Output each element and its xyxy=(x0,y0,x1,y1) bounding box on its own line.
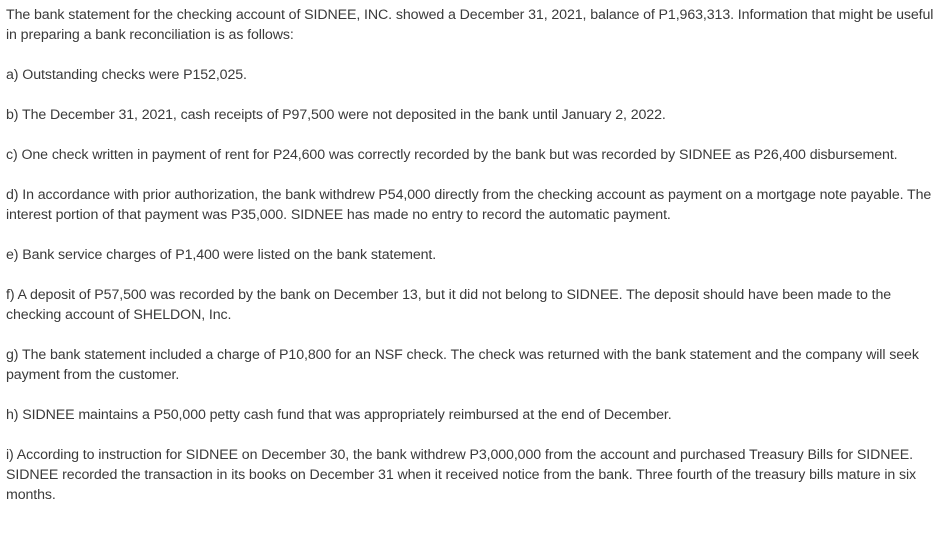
item-g: g) The bank statement included a charge of P10,800 for an NSF check. The check was returned with the bank statement and the company will seek payment from the customer. xyxy=(6,347,919,383)
item-a: a) Outstanding checks were P152,025. xyxy=(6,67,247,83)
item-d: d) In accordance with prior authorization, the bank withdrew P54,000 directly from the checking account as payment on a mortgage note payable. The interest portion of that payment was P35,000. SIDNEE has made no entry to record the automatic payment. xyxy=(6,187,932,223)
item-h: h) SIDNEE maintains a P50,000 petty cash fund that was appropriately reimbursed at the end of December. xyxy=(6,407,672,423)
intro-paragraph: The bank statement for the checking account of SIDNEE, INC. showed a December 31, 2021, balance of P1,963,313. Information that might be useful in preparing a bank reconciliation is as follows: xyxy=(6,7,934,43)
item-e: e) Bank service charges of P1,400 were listed on the bank statement. xyxy=(6,247,437,263)
item-f: f) A deposit of P57,500 was recorded by the bank on December 13, but it did not belong to SIDNEE. The deposit should have been made to the checking account of SHELDON, Inc. xyxy=(6,287,892,323)
item-i: i) According to instruction for SIDNEE on December 30, the bank withdrew P3,000,000 from the account and purchased Treasury Bills for SIDNEE. SIDNEE recorded the transaction in its books on December 31 when it received notice from the bank. Three fourth of the treasury bills mature in six months. xyxy=(6,447,917,503)
item-c: c) One check written in payment of rent for P24,600 was correctly recorded by the bank but was recorded by SIDNEE as P26,400 disbursement. xyxy=(6,147,898,163)
problem-text xyxy=(6,5,936,505)
item-b: b) The December 31, 2021, cash receipts of P97,500 were not deposited in the bank until January 2, 2022. xyxy=(6,107,666,123)
